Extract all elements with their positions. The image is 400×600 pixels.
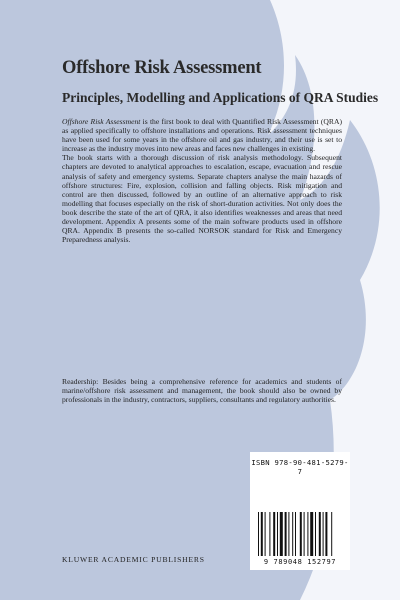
barcode-bar [331,512,332,556]
barcode-bar [307,512,308,556]
barcode-icon [256,512,344,556]
barcode-bar [310,512,313,556]
barcode-bar [288,512,289,556]
barcode-bar [325,512,327,556]
barcode-bar [295,512,296,556]
book-subtitle: Principles, Modelling and Applications of QRA Studies [62,90,379,105]
barcode-bar [280,512,283,556]
barcode-bar [292,512,293,556]
readership-paragraph: Readership: Besides being a comprehensive reference for academics and students of marine/offshore risk assessment and management, the book should also be owned by professionals in the industry, contractors, suppliers, consultants and regulatory authorities. [62,377,342,405]
barcode-digits: 9 789048 152797 [263,558,337,566]
barcode-bar [304,512,305,556]
barcode-bar [273,512,275,556]
barcode-bar [261,512,263,556]
intro-text: is the first book to deal with Quantified Risk Assessment (QRA) as applied specifically to offshore installations and operations. Risk assessment techniques have been used for some years in the offshore oil and gas industry, and their use is set to increase as the industry moves into new areas and faces new challenges in existing. [62,117,342,154]
barcode-bar [258,512,259,556]
barcode-bar [315,512,316,556]
book-title: Offshore Risk Assessment [62,58,262,78]
barcode-bar [265,512,266,556]
barcode-bar [323,512,324,556]
publisher-name: KLUWER ACADEMIC PUBLISHERS [62,555,205,564]
barcode-bar [269,512,270,556]
barcode-bar [300,512,302,556]
isbn-number: ISBN 978-90-481-5279-7 [251,458,349,476]
description-paragraph-2: The book starts with a thorough discussion of risk analysis methodology. Subsequent chapters are devoted to analytical approaches to escalation, escape, evacuation and rescue analysis of safety and emergency systems. Separate chapters analyse the main hazards of offshore structures: Fire, explosion, collision and falling objects. Risk mitigation and control are then discussed, followed by an outline of an alternative approach to risk modelling that focuses especially on the risk of short-duration activities. Not only does the book describe the state of the art of QRA, it also identifies weaknesses and areas that need development. Appendix A presents some of the main software products used in offshore QRA. Appendix B presents the so-called NORSOK standard for Risk and Emergency Preparedness analysis. [62,153,342,245]
barcode-bar [285,512,287,556]
description [62,117,342,244]
intro-book-title: Offshore Risk Assessment [62,117,141,126]
barcode-bar [319,512,321,556]
barcode-bar [277,512,278,556]
description-paragraph-1 [62,117,342,153]
isbn-block [250,452,350,570]
